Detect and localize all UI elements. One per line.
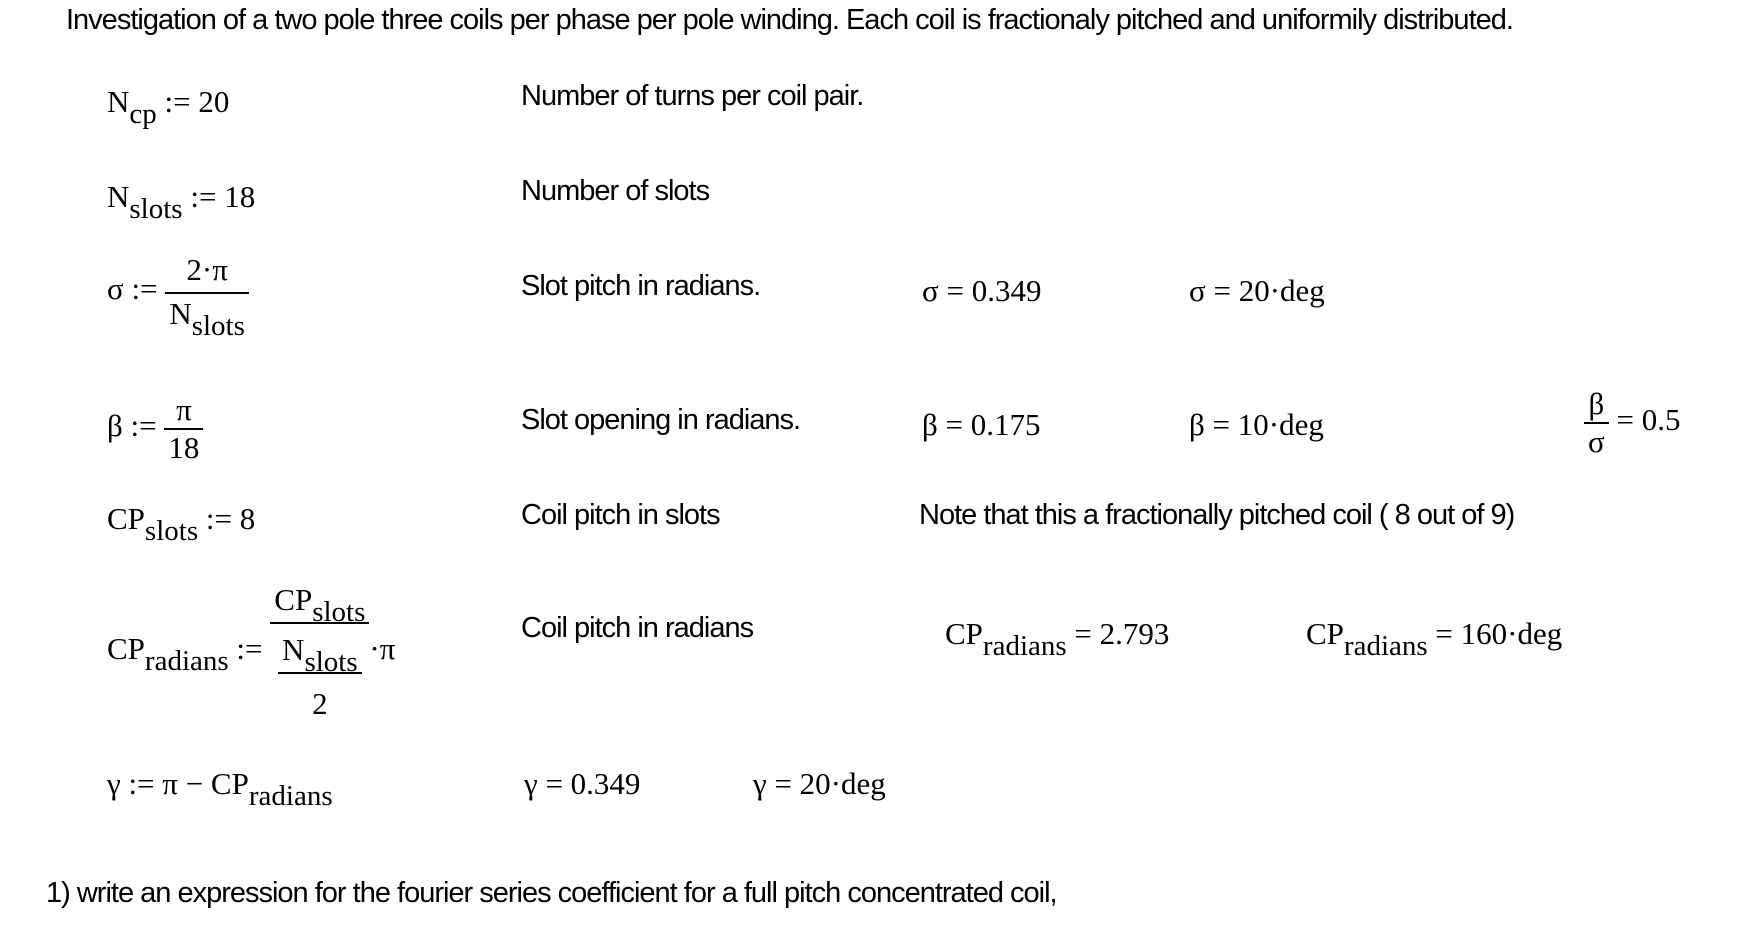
ncp-value: 20 (198, 84, 230, 119)
cpradians-fraction (270, 582, 369, 722)
gamma-expression: γ := π − CP (107, 766, 249, 801)
cpradians-inner-numerator: Nslots (282, 632, 358, 678)
nslots-value: 18 (224, 179, 256, 214)
sigma-numerator: 2·π (186, 252, 228, 287)
gamma-subscript: radians (248, 780, 333, 812)
cpslots-note: Note that this a fractionally pitched coil ( 8 out of 9) (919, 499, 1515, 531)
cpslots-subscript: slots (144, 515, 199, 547)
cpradians-inner-denominator: 2 (278, 672, 362, 722)
beta-result-degrees: β = 10·deg (1189, 407, 1324, 442)
ratio-denominator: σ (1584, 422, 1609, 460)
beta-assign: := (130, 408, 157, 444)
cpradians-definition (107, 582, 395, 722)
cpradians-description: Coil pitch in radians (521, 612, 754, 644)
sigma-definition (107, 252, 249, 342)
sigma-description: Slot pitch in radians. (521, 270, 761, 302)
sigma-denominator: Nslots (165, 292, 249, 332)
beta-description: Slot opening in radians. (521, 404, 801, 436)
cpradians-result-radians: CPradians = 2.793 (945, 616, 1170, 662)
sigma-symbol: σ (107, 271, 124, 307)
beta-fraction (164, 392, 203, 466)
sigma-assign: := (131, 271, 158, 307)
sigma-result-radians: σ = 0.349 (922, 273, 1042, 308)
nslots-subscript: slots (129, 193, 183, 225)
cpradians-result-degrees: CPradians = 160·deg (1306, 616, 1563, 662)
ratio-numerator: β (1588, 386, 1605, 421)
ncp-assign: := (164, 84, 191, 119)
ncp-description: Number of turns per coil pair. (521, 80, 864, 112)
cpradians-times-pi: ·π (369, 631, 396, 667)
sigma-fraction (165, 252, 249, 342)
cpslots-definition (107, 501, 256, 547)
gamma-result-degrees: γ = 20·deg (753, 766, 886, 801)
nslots-definition (107, 179, 256, 225)
ncp-subscript: cp (129, 98, 157, 130)
nslots-symbol: N (107, 179, 130, 214)
gamma-result-radians: γ = 0.349 (524, 766, 641, 801)
beta-denominator: 18 (164, 428, 203, 466)
beta-result-radians: β = 0.175 (922, 407, 1041, 442)
beta-definition (107, 392, 203, 466)
page-title: Investigation of a two pole three coils per phase per pole winding. Each coil is fractionaly pitched and uniformily distributed. (66, 4, 1513, 36)
cpslots-assign: := (205, 501, 232, 536)
cpradians-numerator: CPslots (274, 582, 366, 628)
cpradians-denominator (270, 622, 369, 722)
ncp-definition (107, 84, 230, 130)
cpslots-symbol: CP (107, 501, 145, 536)
beta-over-sigma (1584, 386, 1680, 460)
nslots-description: Number of slots (521, 175, 710, 207)
cpslots-description: Coil pitch in slots (521, 499, 720, 531)
nslots-assign: := (190, 179, 217, 214)
cpradians-inner-fraction (278, 632, 362, 722)
beta-numerator: π (176, 392, 192, 427)
beta-symbol: β (107, 408, 123, 444)
cpradians-symbol: CP (107, 631, 145, 667)
cpradians-subscript: radians (144, 645, 229, 678)
ratio-fraction (1584, 386, 1609, 460)
gamma-definition (107, 766, 333, 812)
sigma-result-degrees: σ = 20·deg (1189, 273, 1325, 308)
cpslots-value: 8 (239, 501, 256, 536)
cpradians-assign: := (236, 631, 263, 667)
ncp-symbol: N (107, 84, 130, 119)
ratio-value: = 0.5 (1616, 402, 1681, 438)
question-1: 1) write an expression for the fourier series coefficient for a full pitch concentrated coil, (46, 877, 1057, 909)
